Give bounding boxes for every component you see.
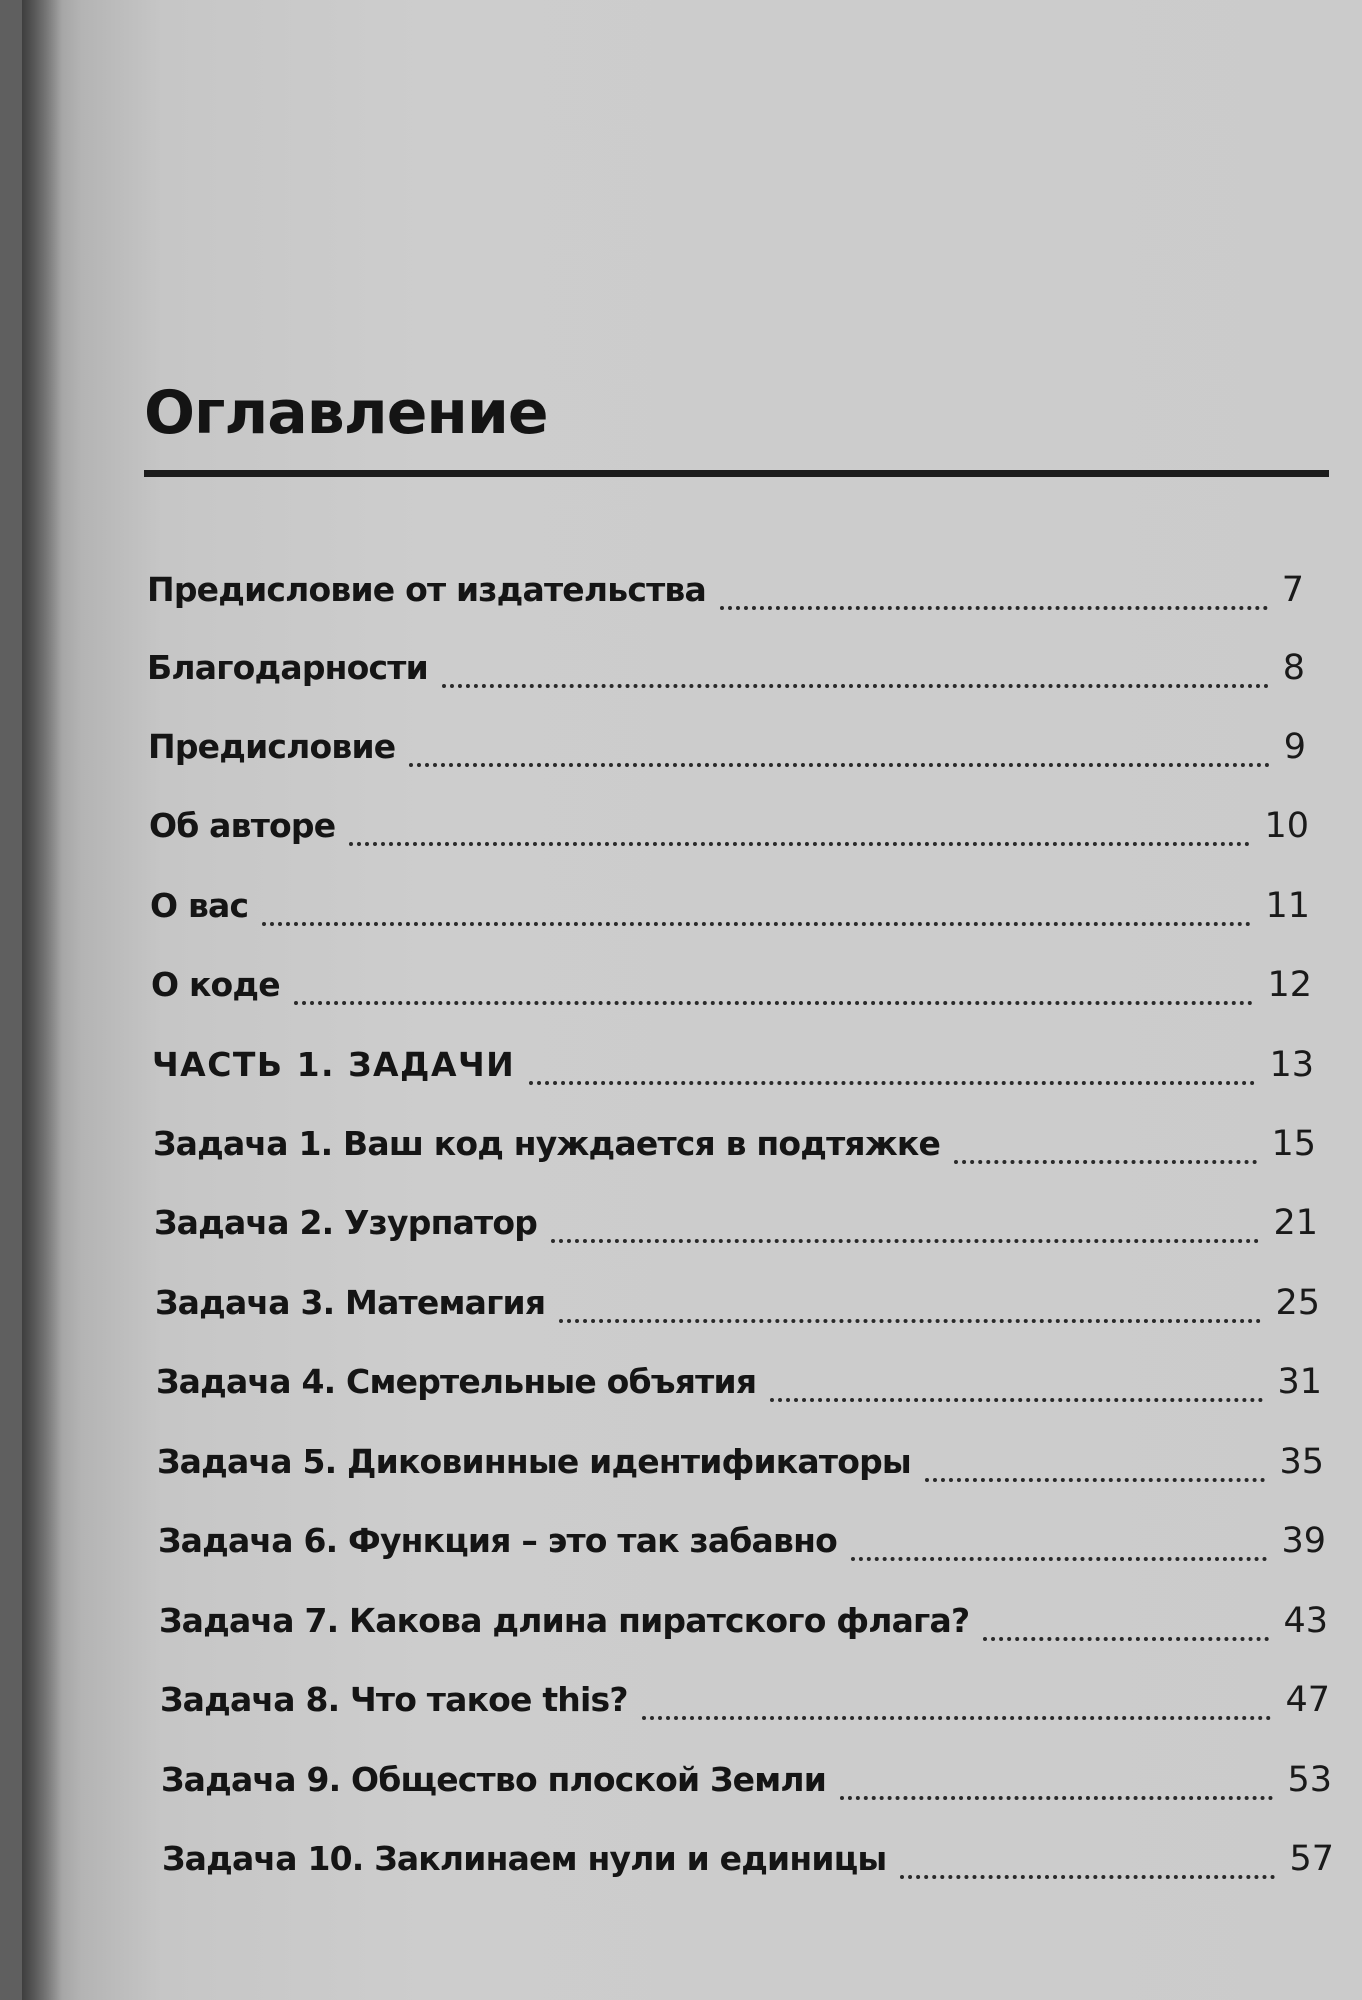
toc-entry-title: Задача 10. Заклинаем нули и единицы — [162, 1839, 887, 1878]
toc-entry[interactable] — [150, 886, 1310, 936]
dot-leader — [409, 762, 1269, 767]
toc-entry[interactable] — [147, 648, 1305, 698]
toc-entry-page: 57 — [1289, 1839, 1334, 1879]
dot-leader — [262, 921, 1251, 926]
toc-entry[interactable] — [161, 1760, 1332, 1810]
toc-entry[interactable] — [162, 1839, 1334, 1889]
toc-entry-page: 25 — [1275, 1283, 1320, 1323]
dot-leader — [840, 1795, 1273, 1800]
toc-entry-page: 10 — [1264, 806, 1309, 846]
spine-shadow — [22, 0, 62, 2000]
toc-entry[interactable] — [157, 1442, 1324, 1492]
dot-leader — [954, 1159, 1257, 1164]
dot-leader — [925, 1477, 1266, 1482]
toc-entry[interactable] — [159, 1601, 1328, 1651]
dot-leader — [983, 1636, 1269, 1641]
toc-entry-page: 12 — [1267, 965, 1312, 1005]
toc-entry-page: 11 — [1265, 886, 1310, 926]
toc-entry-title: Задача 6. Функция – это так забавно — [158, 1521, 837, 1560]
toc-entry[interactable] — [158, 1521, 1326, 1571]
dot-leader — [900, 1874, 1275, 1879]
toc-entry-page: 39 — [1281, 1521, 1326, 1561]
toc-entry[interactable] — [156, 1362, 1322, 1412]
toc-entry-page: 53 — [1287, 1760, 1332, 1800]
toc-entry-title: Задача 5. Диковинные идентификаторы — [157, 1442, 911, 1481]
title-underline — [144, 470, 1329, 477]
toc-entry-title: Задача 1. Ваш код нуждается в подтяжке — [153, 1124, 941, 1163]
toc-entry-page: 7 — [1281, 570, 1304, 610]
toc-entry[interactable] — [147, 570, 1304, 620]
toc-entry-title: Предисловие от издательства — [147, 570, 706, 609]
toc-entry-page: 47 — [1285, 1680, 1330, 1720]
toc-entry-page: 13 — [1269, 1045, 1314, 1085]
toc-entry-title: О коде — [151, 965, 280, 1004]
page-title: Оглавление — [144, 378, 548, 448]
dot-leader — [349, 841, 1250, 846]
toc-entry-title: Задача 9. Общество плоской Земли — [161, 1760, 827, 1799]
dot-leader — [642, 1715, 1272, 1720]
toc-entry[interactable] — [160, 1680, 1330, 1730]
toc-entry-page: 21 — [1273, 1203, 1318, 1243]
toc-entry-title: Задача 8. Что такое this? — [160, 1680, 628, 1719]
toc-entry-title: О вас — [150, 886, 249, 925]
dot-leader — [559, 1318, 1261, 1323]
dot-leader — [529, 1080, 1255, 1085]
toc-part-title: ЧАСТЬ 1. ЗАДАЧИ — [152, 1045, 516, 1084]
toc-entry-title: Задача 2. Узурпатор — [154, 1203, 538, 1242]
toc-entry-title: Задача 7. Какова длина пиратского флага? — [159, 1601, 970, 1640]
dot-leader — [770, 1397, 1263, 1402]
toc-entry[interactable] — [148, 727, 1306, 777]
toc-entry-title: Задача 3. Матемагия — [155, 1283, 546, 1322]
toc-entry-page: 31 — [1277, 1362, 1322, 1402]
toc-entry-page: 8 — [1282, 648, 1305, 688]
toc-entry-title: Об авторе — [149, 806, 336, 845]
toc-entry[interactable] — [153, 1124, 1316, 1174]
toc-entry-title: Предисловие — [148, 727, 396, 766]
dot-leader — [294, 1000, 1254, 1005]
toc-entry-title: Задача 4. Смертельные объятия — [156, 1362, 757, 1401]
dot-leader — [551, 1238, 1259, 1243]
toc-entry[interactable] — [151, 965, 1312, 1015]
toc-entry[interactable] — [149, 806, 1309, 856]
toc-entry-title: Благодарности — [147, 648, 428, 687]
toc-entry-page: 9 — [1283, 727, 1306, 767]
book-page — [22, 0, 1362, 2000]
toc-part-entry[interactable] — [152, 1045, 1314, 1095]
toc-entry[interactable] — [154, 1203, 1318, 1253]
dot-leader — [442, 683, 1269, 688]
toc-entry[interactable] — [155, 1283, 1320, 1333]
dot-leader — [720, 605, 1268, 610]
toc-entry-page: 43 — [1283, 1601, 1328, 1641]
dot-leader — [851, 1556, 1267, 1561]
toc-entry-page: 15 — [1271, 1124, 1316, 1164]
toc-entry-page: 35 — [1279, 1442, 1324, 1482]
